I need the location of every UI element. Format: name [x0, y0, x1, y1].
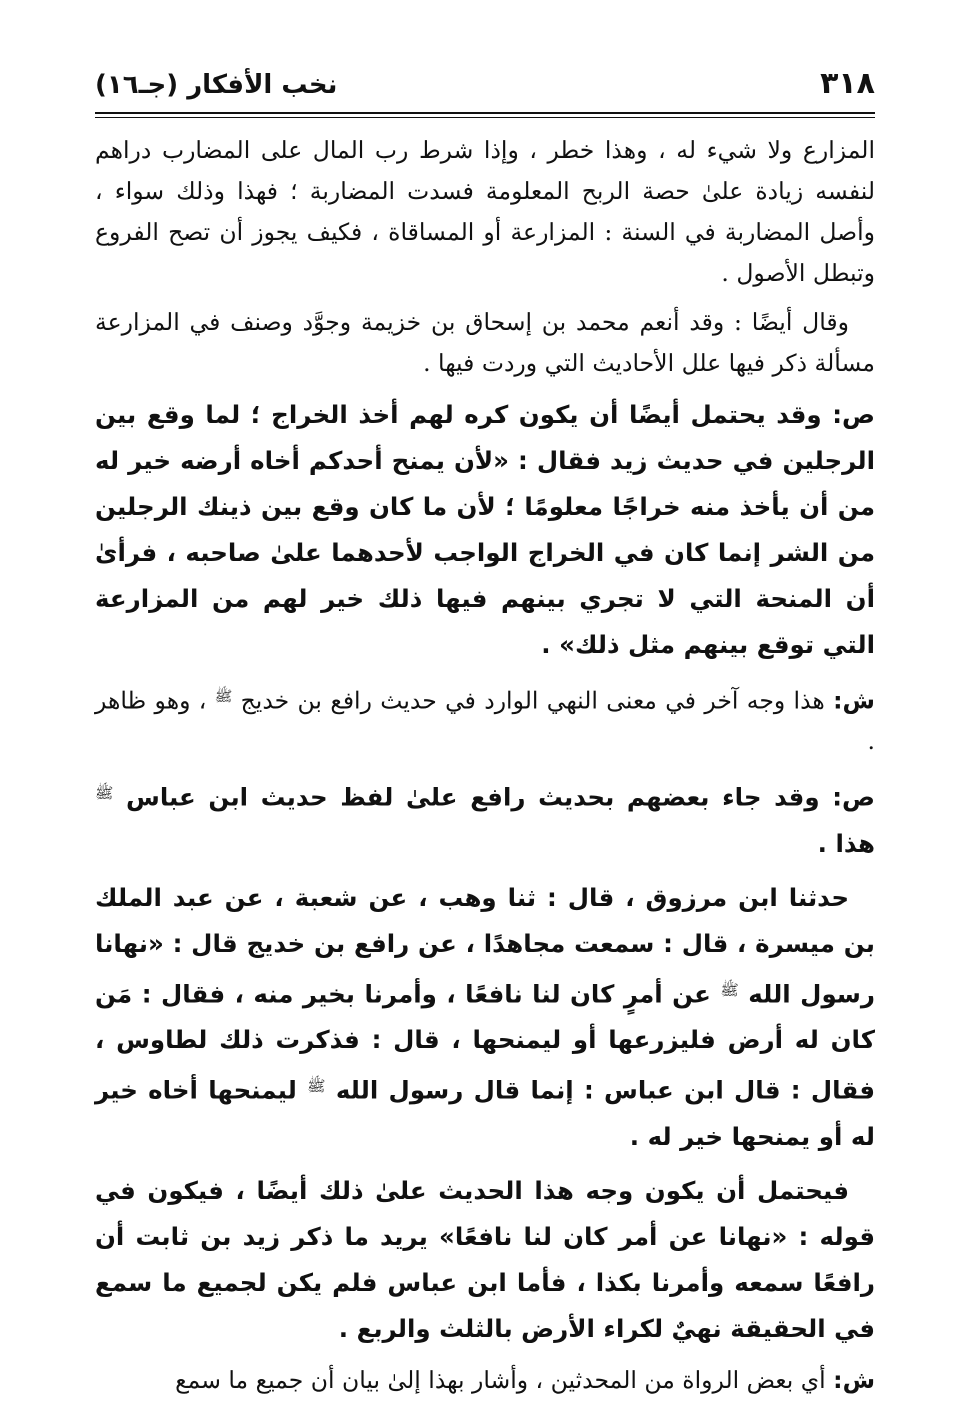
paragraph-matn-4	[95, 1168, 875, 1352]
paragraph-matn-3	[95, 875, 875, 1160]
paragraph-text-after-2: ليمنحها أخاه خير له أو يمنحها خير له .	[95, 1076, 875, 1152]
paragraph-matn-1	[95, 392, 875, 668]
honorific-glyph: ﷺ	[95, 784, 114, 803]
paragraph-text: وقد يحتمل أيضًا أن يكون كره لهم أخذ الخراج ؛ لما وقع بين الرجلين في حديث زيد فقال : «لأن يمنح أحدكم أخاه أرضه خير له من أن يأخذ منه خراجًا معلومًا ؛ لأن ما كان وقع بين ذينك الرجلين من الشر إنما كان في الخراج الواجب لأحدهما علىٰ صاحبه ، فرأىٰ أن المنحة التي لا تجري بينهم فيها ذلك خير لهم من المزارعة التي توقع بينهم مثل ذلك» .	[95, 400, 875, 659]
header-divider	[95, 112, 875, 118]
paragraph-text: أي بعض الرواة من المحدثين ، وأشار بهذا إلىٰ بيان أن جميع ما سمع	[175, 1366, 826, 1395]
paragraph-text: وقال أيضًا : وقد أنعم محمد بن إسحاق بن خزيمة وجوَّد وصنف في المزارعة مسألة ذكر فيها علل الأحاديث التي وردت فيها .	[95, 308, 875, 377]
paragraph-text-after: هذا .	[817, 828, 875, 858]
honorific-glyph: ﷺ	[307, 1077, 326, 1096]
sharh-marker: ش:	[833, 686, 875, 715]
paragraph-text: وقد جاء بعضهم بحديث رافع علىٰ لفظ حديث ابن عباس	[126, 782, 820, 812]
matn-marker: ص:	[832, 782, 875, 812]
paragraph-text: فيحتمل أن يكون وجه هذا الحديث علىٰ ذلك أيضًا ، فيكون في قوله : «نهانا عن أمر كان لنا نافعًا» يريد ما ذكر زيد بن ثابت أن رافعًا سمعه وأمرنا بكذا ، فأما ابن عباس فلم يكن لجميع ما سمع في الحقيقة نهيٌ لكراء الأرض بالثلث والربع .	[95, 1176, 875, 1344]
paragraph-text-after: ، وهو ظاهر .	[95, 686, 875, 756]
paragraph-sharh-2	[95, 1360, 875, 1401]
book-title: نخب الأفكار (جـ١٦)	[95, 70, 338, 100]
paragraph-commentary-2	[95, 302, 875, 384]
paragraph-text-after: عن أمرٍ كان لنا نافعًا ، وأمرنا بخير منه ، فقال : مَن كان له أرض فليزرعها أو ليمنحها ، قال : فذكرت ذلك لطاوس ، فقال : قال ابن عباس : إنما قال رسول الله	[95, 979, 876, 1106]
paragraph-sharh-1	[95, 676, 875, 762]
honorific-glyph: ﷺ	[720, 980, 739, 999]
sharh-marker: ش:	[833, 1366, 875, 1395]
book-page	[95, 62, 875, 1409]
paragraph-text: المزارع ولا شيء له ، وهذا خطر ، وإذا شرط رب المال على المضارب دراهم لنفسه زيادة علىٰ حصة الربح المعلومة فسدت المضاربة ؛ فهذا وذلك سواء ، وأصل المضاربة في السنة : المزارعة أو المساقاة ، فكيف يجوز أن تصح الفروع وتبطل الأصول .	[95, 136, 875, 287]
matn-marker: ص:	[832, 400, 875, 429]
paragraph-commentary-1	[95, 130, 875, 294]
paragraph-matn-2	[95, 770, 875, 867]
paragraph-text: هذا وجه آخر في معنى النهي الوارد في حديث رافع بن خديج	[240, 686, 825, 715]
page-number: ٣١٨	[820, 66, 875, 101]
paragraph-text: حدثنا ابن مرزوق ، قال : ثنا وهب ، عن شعبة ، عن عبد الملك بن ميسرة ، قال : سمعت مجاهدًا ، عن رافع بن خديج قال : «نهانا رسول الله	[95, 882, 876, 1009]
honorific-glyph: ﷺ	[214, 688, 233, 705]
running-header	[95, 62, 875, 106]
